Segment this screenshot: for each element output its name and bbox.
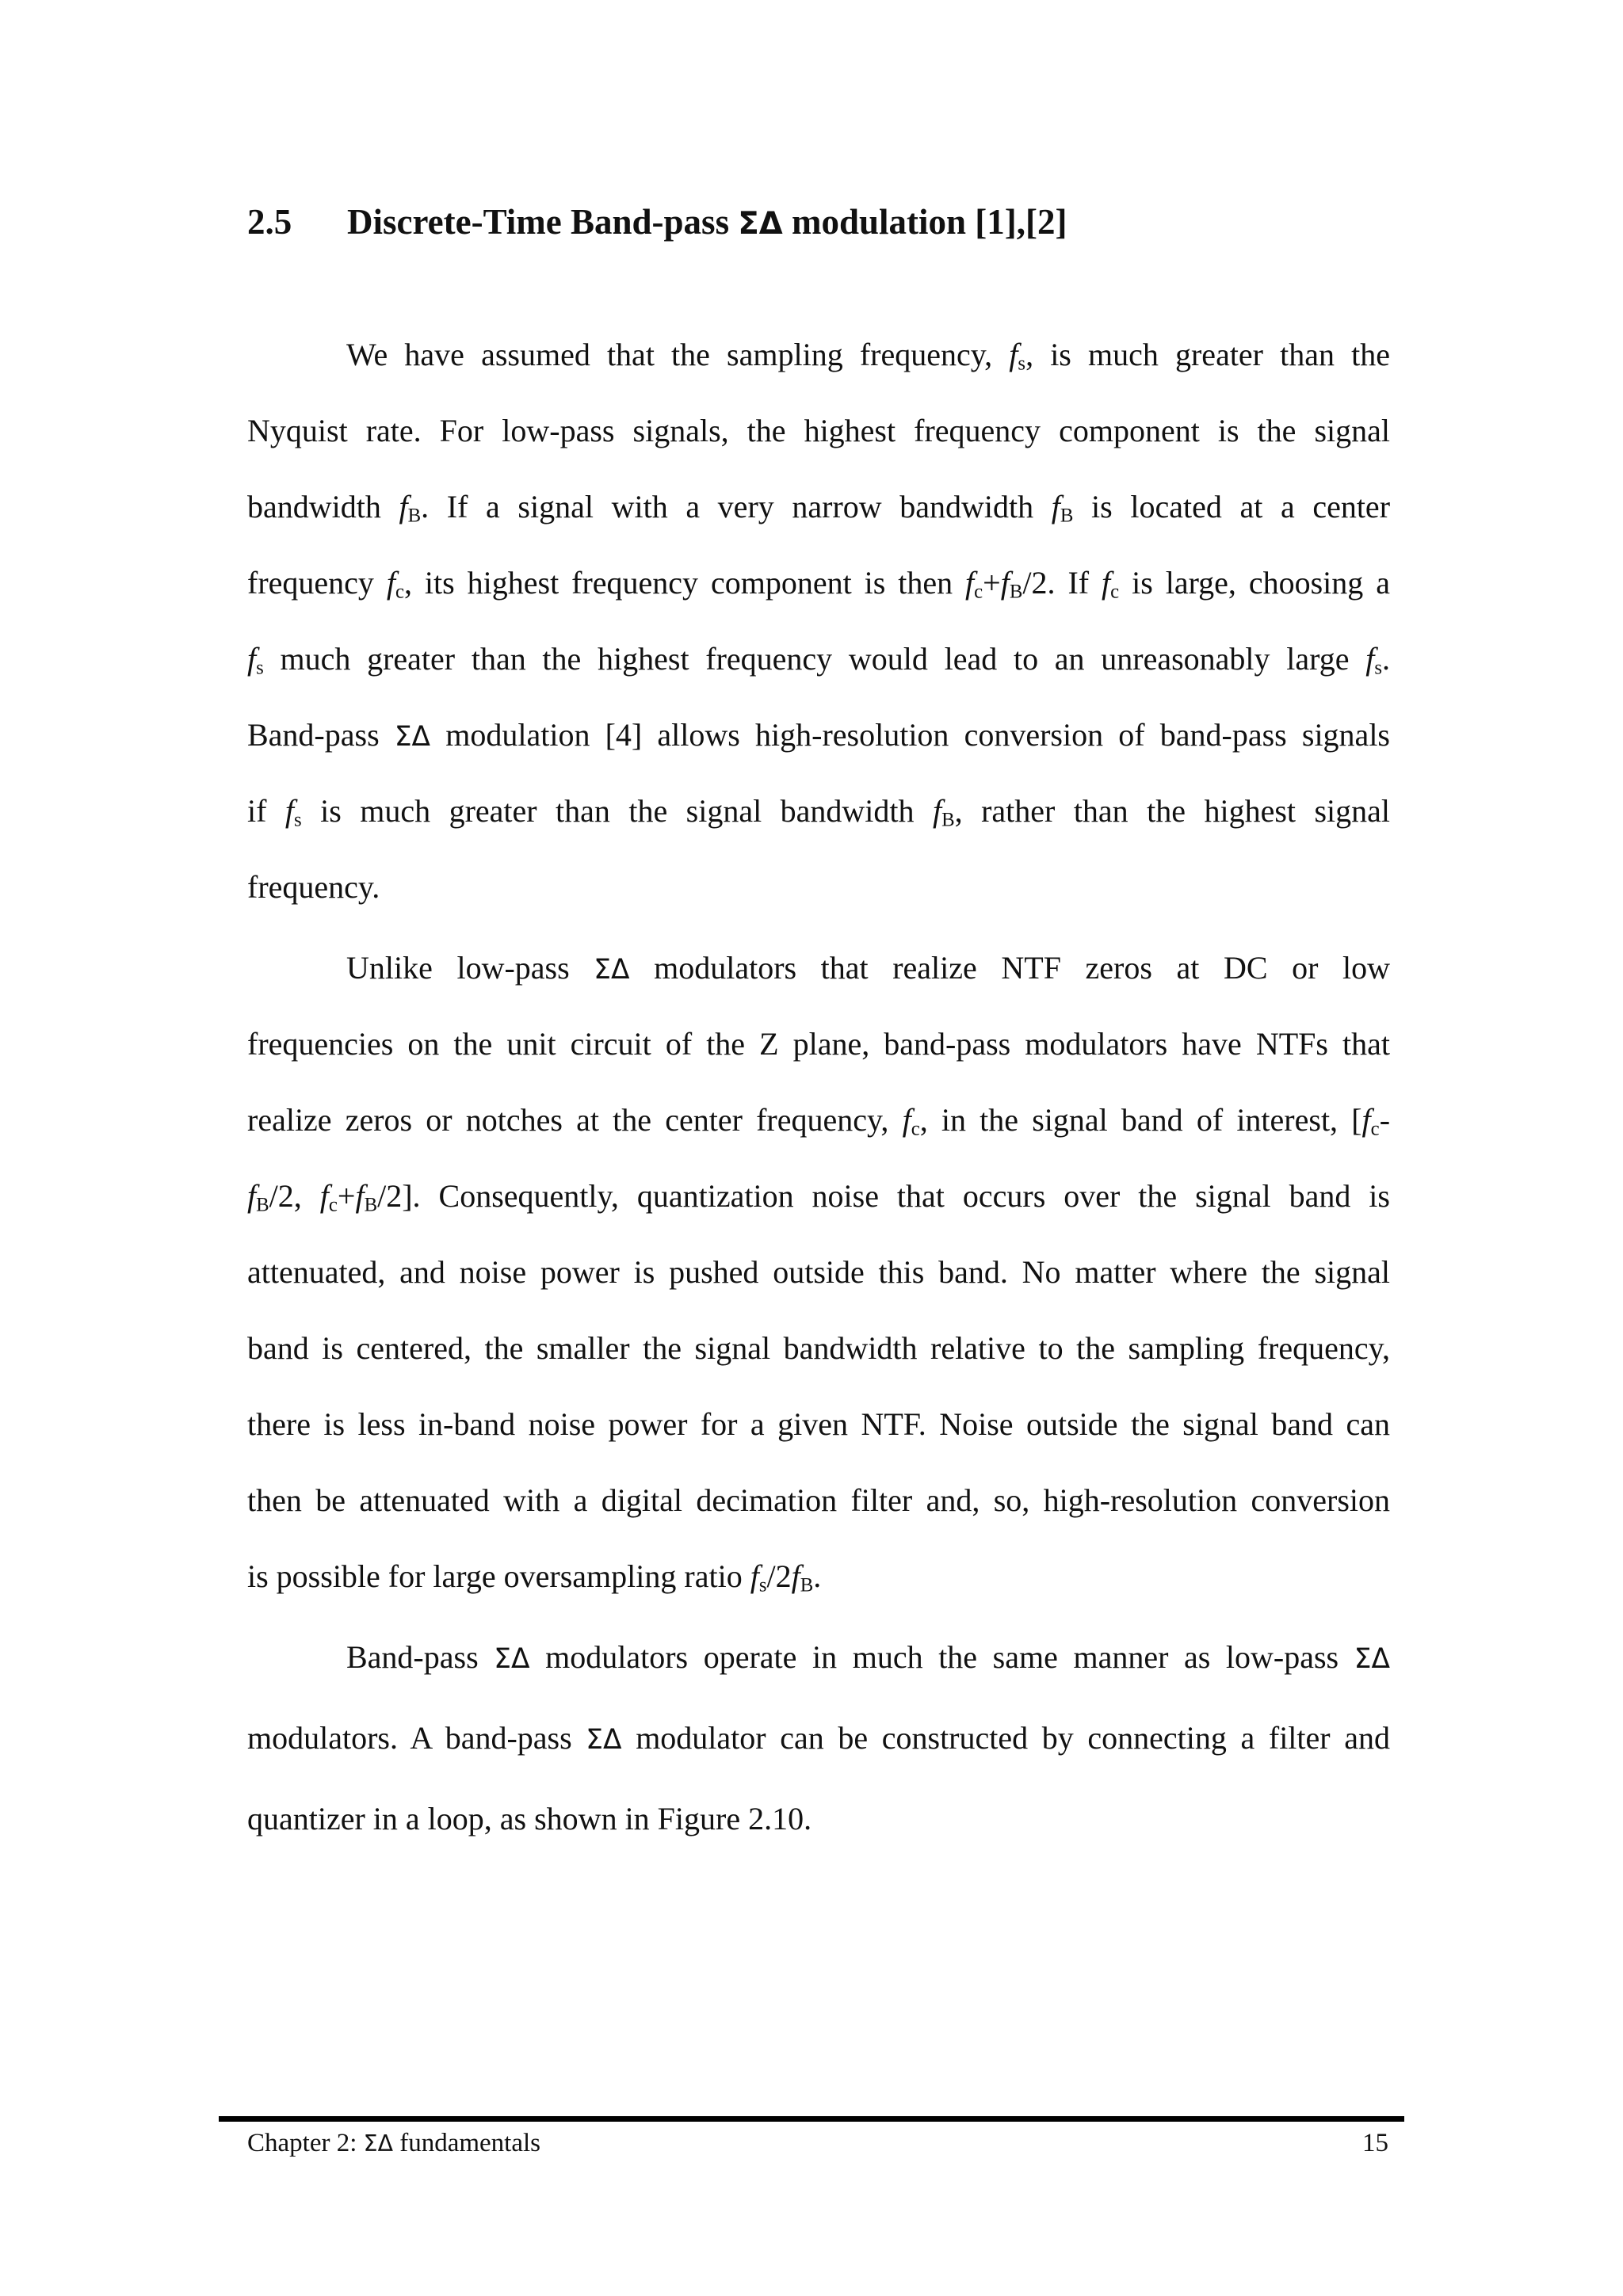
sigma-delta-symbol: ΣΔ — [363, 2130, 393, 2157]
text-run: modulator can be constructed by connecting a filter and — [621, 1720, 1390, 1756]
sigma-delta-symbol: ΣΔ — [594, 954, 630, 986]
math-subscript: B — [1060, 505, 1074, 527]
text-run: quantizer in a loop, as shown in Figure 2.10. — [247, 1801, 812, 1836]
math-variable: f — [399, 489, 408, 524]
text-run: /2]. Consequently, quantization noise that occurs over the signal band is — [377, 1178, 1390, 1214]
paragraph-2-line-3 — [247, 1097, 1390, 1144]
text-run: is large, choosing a — [1119, 565, 1390, 601]
text-run: , rather than the highest signal — [954, 793, 1390, 829]
math-variable: f — [791, 1558, 800, 1594]
paragraph-1-line-5 — [247, 635, 1390, 683]
sigma-delta-symbol: ΣΔ — [1354, 1643, 1390, 1675]
paragraph-2-line-1 — [346, 944, 1390, 992]
math-subscript: c — [1370, 1118, 1380, 1140]
text-run: + — [337, 1178, 356, 1214]
math-subscript: s — [758, 1574, 767, 1596]
text-run: Chapter 2: — [247, 2129, 364, 2157]
footer-chapter-label — [247, 2127, 540, 2160]
paragraph-1-line-1 — [346, 331, 1390, 379]
text-run: attenuated, and noise power is pushed outside this band. No matter where the signal — [247, 1254, 1390, 1290]
paragraph-2-line-9 — [247, 1553, 1390, 1600]
text-run: then be attenuated with a digital decimation filter and, so, high-resolution conversion — [247, 1482, 1390, 1518]
sigma-delta-symbol: ΣΔ — [494, 1643, 530, 1675]
text-run: Unlike low-pass — [346, 950, 594, 986]
paragraph-2-line-4 — [247, 1173, 1390, 1220]
math-subscript: B — [256, 1194, 269, 1216]
math-variable: f — [247, 641, 257, 677]
text-run: if — [247, 793, 285, 829]
text-run: frequency — [247, 565, 387, 601]
sigma-delta-symbol: ΣΔ — [586, 1724, 622, 1756]
math-subscript: B — [800, 1574, 814, 1596]
text-run: realize zeros or notches at the center frequency, — [247, 1102, 903, 1138]
paragraph-2-line-5 — [247, 1249, 1390, 1296]
math-variable: f — [355, 1178, 365, 1214]
text-run: Nyquist rate. For low-pass signals, the highest frequency component is the signal — [247, 413, 1390, 448]
text-run: band is centered, the smaller the signal bandwidth relative to the sampling frequency, — [247, 1330, 1390, 1366]
math-subscript: B — [1009, 581, 1023, 603]
text-run: is located at a center — [1073, 489, 1391, 524]
paragraph-2-line-8 — [247, 1477, 1390, 1524]
text-run: , its highest frequency component is then — [403, 565, 966, 601]
math-subscript: c — [395, 581, 404, 603]
paragraph-1-line-2 — [247, 407, 1390, 455]
math-subscript: c — [328, 1194, 338, 1216]
text-run: much greater than the highest frequency would lead to an unreasonably large — [263, 641, 1366, 677]
math-subscript: B — [407, 505, 422, 527]
paragraph-3-line-1 — [346, 1634, 1390, 1681]
paragraph-1-line-4 — [247, 559, 1390, 607]
text-run: . — [813, 1558, 822, 1594]
text-run: /2, — [269, 1178, 320, 1214]
page-number: 15 — [1362, 2129, 1388, 2157]
math-variable: f — [1361, 1102, 1371, 1138]
paragraph-1-line-3 — [247, 483, 1390, 531]
text-run: is possible for large oversampling ratio — [247, 1558, 750, 1594]
text-run: . If a signal with a very narrow bandwidth — [421, 489, 1052, 524]
text-run: /2 — [766, 1558, 792, 1594]
paragraph-2-line-2 — [247, 1020, 1390, 1068]
math-variable: f — [902, 1102, 911, 1138]
paragraph-3-line-2 — [247, 1714, 1390, 1762]
text-run: , in the signal band of interest, [ — [919, 1102, 1362, 1138]
math-variable: f — [932, 793, 942, 829]
sigma-delta-symbol: ΣΔ — [738, 206, 783, 242]
math-subscript: B — [364, 1194, 378, 1216]
math-subscript: c — [974, 581, 983, 603]
text-run: Band-pass — [346, 1639, 495, 1675]
text-run: modulators that realize NTF zeros at DC or low — [629, 950, 1390, 986]
section-title-part: Discrete-Time Band-pass — [347, 202, 739, 242]
math-variable: f — [247, 1178, 257, 1214]
paragraph-2-line-6 — [247, 1325, 1390, 1372]
math-subscript: c — [911, 1118, 920, 1140]
paragraph-3-line-3 — [247, 1795, 1390, 1843]
text-run: We have assumed that the sampling frequency, — [346, 337, 1010, 372]
text-run: fundamentals — [392, 2129, 541, 2157]
math-subscript: c — [1110, 581, 1120, 603]
paragraph-1-line-6 — [247, 711, 1390, 759]
math-subscript: s — [294, 809, 302, 831]
math-subscript: B — [941, 809, 955, 831]
text-run: frequency. — [247, 869, 380, 905]
math-variable: f — [1009, 337, 1018, 372]
math-variable: f — [1051, 489, 1060, 524]
text-run: + — [983, 565, 1001, 601]
text-run: there is less in-band noise power for a given NTF. Noise outside the signal band can — [247, 1406, 1390, 1442]
text-run: bandwidth — [247, 489, 399, 524]
text-run: . — [1382, 641, 1390, 677]
math-variable: f — [1365, 641, 1375, 677]
text-run: is much greater than the signal bandwidth — [301, 793, 933, 829]
math-variable: f — [285, 793, 295, 829]
math-subscript: s — [1018, 353, 1026, 375]
sigma-delta-symbol: ΣΔ — [394, 721, 431, 753]
math-variable: f — [750, 1558, 759, 1594]
text-run: - — [1379, 1102, 1391, 1138]
math-variable: f — [1000, 565, 1010, 601]
text-run: /2. If — [1022, 565, 1102, 601]
paragraph-1-line-7 — [247, 788, 1390, 835]
math-subscript: s — [256, 657, 264, 679]
text-run: frequencies on the unit circuit of the Z plane, band-pass modulators have NTFs that — [247, 1026, 1390, 1062]
text-run: modulators. A band-pass — [247, 1720, 586, 1756]
text-run: modulation [4] allows high-resolution conversion of band-pass signals — [430, 717, 1390, 753]
footer-rule — [219, 2116, 1404, 2122]
math-variable: f — [1102, 565, 1111, 601]
text-run: modulators operate in much the same manner as low-pass — [529, 1639, 1354, 1675]
paragraph-2-line-7 — [247, 1401, 1390, 1448]
math-variable: f — [386, 565, 395, 601]
paragraph-1-line-8 — [247, 864, 1390, 911]
section-heading — [247, 201, 1067, 242]
text-run: , is much greater than the — [1025, 337, 1390, 372]
math-subscript: s — [1374, 657, 1382, 679]
math-variable: f — [319, 1178, 329, 1214]
math-variable: f — [965, 565, 975, 601]
section-number: 2.5 — [247, 202, 292, 242]
text-run: Band-pass — [247, 717, 395, 753]
section-title-part: modulation [1],[2] — [782, 202, 1067, 242]
